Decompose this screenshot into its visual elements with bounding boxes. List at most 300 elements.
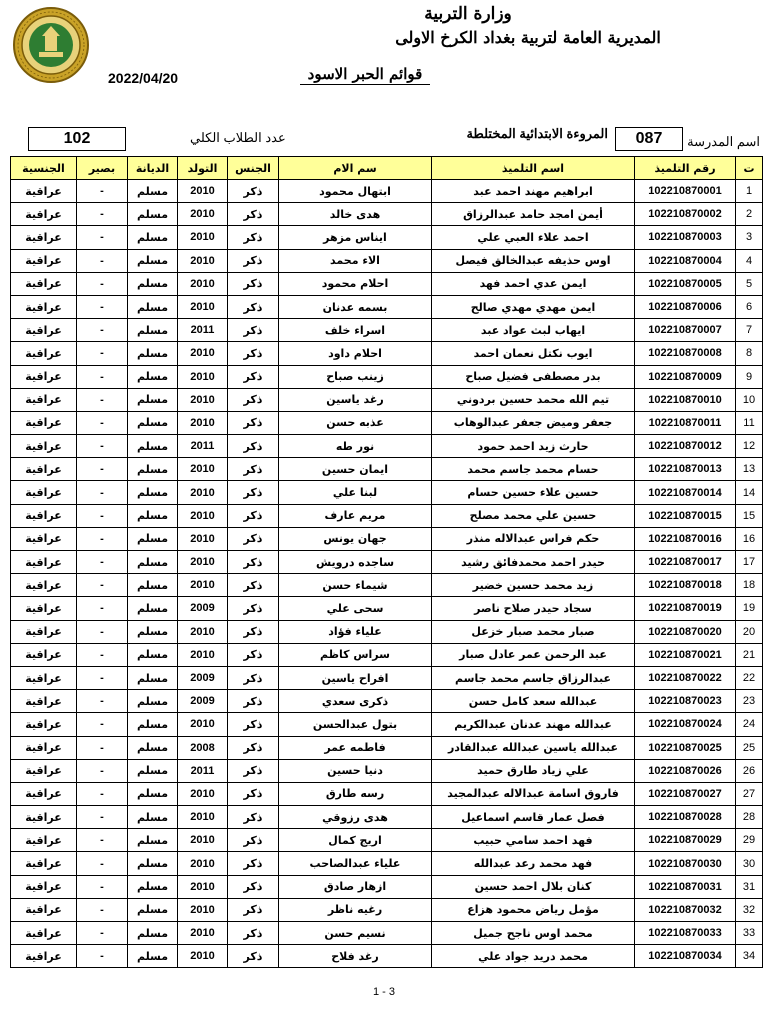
birth-year-cell: 2010: [178, 806, 228, 829]
gender-cell: ذكر: [228, 319, 279, 342]
mother-name-cell: رغد فلاح: [279, 945, 432, 968]
nationality-cell: عراقية: [11, 226, 77, 249]
nationality-cell: عراقية: [11, 388, 77, 411]
table-row: [11, 922, 763, 945]
nationality-cell: عراقية: [11, 527, 77, 550]
table-row: [11, 180, 763, 203]
ministry-seal-icon: [12, 6, 90, 84]
sighted-cell: -: [77, 504, 128, 527]
row-number-cell: 24: [736, 713, 763, 736]
sighted-cell: -: [77, 690, 128, 713]
row-number-cell: 8: [736, 342, 763, 365]
student-id-cell: 102210870014: [635, 481, 736, 504]
row-number-cell: 17: [736, 551, 763, 574]
column-header-sighted: بصير: [77, 157, 128, 180]
row-number-cell: 15: [736, 504, 763, 527]
table-row: [11, 945, 763, 968]
sighted-cell: -: [77, 295, 128, 318]
table-row: [11, 527, 763, 550]
sighted-cell: -: [77, 342, 128, 365]
student-name-cell: عبدالله سعد كامل حسن: [432, 690, 635, 713]
gender-cell: ذكر: [228, 806, 279, 829]
birth-year-cell: 2010: [178, 620, 228, 643]
student-name-cell: اوس حذيفه عبدالخالق فيصل: [432, 249, 635, 272]
student-name-cell: ابراهيم مهند احمد عبد: [432, 180, 635, 203]
nationality-cell: عراقية: [11, 365, 77, 388]
birth-year-cell: 2010: [178, 203, 228, 226]
gender-cell: ذكر: [228, 481, 279, 504]
mother-name-cell: بتول عبدالحسن: [279, 713, 432, 736]
gender-cell: ذكر: [228, 782, 279, 805]
student-name-cell: ايوب نكتل نعمان احمد: [432, 342, 635, 365]
student-id-cell: 102210870015: [635, 504, 736, 527]
birth-year-cell: 2010: [178, 295, 228, 318]
sighted-cell: -: [77, 527, 128, 550]
row-number-cell: 16: [736, 527, 763, 550]
mother-name-cell: جهان يونس: [279, 527, 432, 550]
birth-year-cell: 2009: [178, 666, 228, 689]
birth-year-cell: 2010: [178, 922, 228, 945]
gender-cell: ذكر: [228, 922, 279, 945]
sighted-cell: -: [77, 388, 128, 411]
sighted-cell: -: [77, 643, 128, 666]
column-header-student-id: رقم التلميذ: [635, 157, 736, 180]
birth-year-cell: 2009: [178, 597, 228, 620]
gender-cell: ذكر: [228, 736, 279, 759]
table-row: [11, 643, 763, 666]
nationality-cell: عراقية: [11, 574, 77, 597]
row-number-cell: 3: [736, 226, 763, 249]
mother-name-cell: فاطمه عمر: [279, 736, 432, 759]
row-number-cell: 13: [736, 458, 763, 481]
row-number-cell: 9: [736, 365, 763, 388]
total-students-box: 102: [28, 127, 126, 151]
religion-cell: مسلم: [128, 922, 178, 945]
page-number: 1 - 3: [372, 986, 395, 998]
nationality-cell: عراقية: [11, 690, 77, 713]
student-name-cell: حيدر احمد محمدفائق رشيد: [432, 551, 635, 574]
list-title: قوائم الحبر الاسود: [300, 64, 430, 85]
student-name-cell: ايمن عدي احمد فهد: [432, 272, 635, 295]
student-name-cell: فصل عمار قاسم اسماعيل: [432, 806, 635, 829]
nationality-cell: عراقية: [11, 852, 77, 875]
table-row: [11, 272, 763, 295]
mother-name-cell: احلام محمود: [279, 272, 432, 295]
sighted-cell: -: [77, 411, 128, 434]
table-row: [11, 666, 763, 689]
student-name-cell: عبدالرزاق جاسم محمد جاسم: [432, 666, 635, 689]
birth-year-cell: 2010: [178, 898, 228, 921]
sighted-cell: -: [77, 875, 128, 898]
birth-year-cell: 2010: [178, 458, 228, 481]
religion-cell: مسلم: [128, 782, 178, 805]
student-name-cell: احمد علاء العبي علي: [432, 226, 635, 249]
birth-year-cell: 2010: [178, 852, 228, 875]
mother-name-cell: رغد ياسين: [279, 388, 432, 411]
birth-year-cell: 2010: [178, 829, 228, 852]
birth-year-cell: 2009: [178, 690, 228, 713]
birth-year-cell: 2010: [178, 365, 228, 388]
gender-cell: ذكر: [228, 249, 279, 272]
student-id-cell: 102210870005: [635, 272, 736, 295]
nationality-cell: عراقية: [11, 620, 77, 643]
row-number-cell: 18: [736, 574, 763, 597]
nationality-cell: عراقية: [11, 759, 77, 782]
nationality-cell: عراقية: [11, 666, 77, 689]
gender-cell: ذكر: [228, 180, 279, 203]
mother-name-cell: علياء فؤاد: [279, 620, 432, 643]
gender-cell: ذكر: [228, 458, 279, 481]
student-name-cell: تيم الله محمد حسين بردوني: [432, 388, 635, 411]
table-row: [11, 504, 763, 527]
sighted-cell: -: [77, 620, 128, 643]
gender-cell: ذكر: [228, 226, 279, 249]
table-row: [11, 411, 763, 434]
mother-name-cell: مريم عارف: [279, 504, 432, 527]
birth-year-cell: 2010: [178, 249, 228, 272]
mother-name-cell: احلام داود: [279, 342, 432, 365]
birth-year-cell: 2010: [178, 551, 228, 574]
table-header-row: [11, 157, 763, 180]
student-id-cell: 102210870018: [635, 574, 736, 597]
nationality-cell: عراقية: [11, 713, 77, 736]
row-number-cell: 30: [736, 852, 763, 875]
student-name-cell: أيمن امجد حامد عبدالرزاق: [432, 203, 635, 226]
birth-year-cell: 2011: [178, 435, 228, 458]
table-row: [11, 551, 763, 574]
row-number-cell: 20: [736, 620, 763, 643]
nationality-cell: عراقية: [11, 272, 77, 295]
student-name-cell: علي زياد طارق حميد: [432, 759, 635, 782]
mother-name-cell: ذكرى سعدي: [279, 690, 432, 713]
sighted-cell: -: [77, 481, 128, 504]
sighted-cell: -: [77, 736, 128, 759]
table-row: [11, 249, 763, 272]
mother-name-cell: سحى علي: [279, 597, 432, 620]
gender-cell: ذكر: [228, 852, 279, 875]
mother-name-cell: عذبه حسن: [279, 411, 432, 434]
column-header-gender: الجنس: [228, 157, 279, 180]
gender-cell: ذكر: [228, 342, 279, 365]
table-row: [11, 365, 763, 388]
student-name-cell: ايمن مهدي مهدي صالح: [432, 295, 635, 318]
religion-cell: مسلم: [128, 643, 178, 666]
student-name-cell: زيد محمد حسين خضير: [432, 574, 635, 597]
religion-cell: مسلم: [128, 342, 178, 365]
mother-name-cell: نسيم حسن: [279, 922, 432, 945]
sighted-cell: -: [77, 922, 128, 945]
student-name-cell: صبار محمد صبار خزعل: [432, 620, 635, 643]
mother-name-cell: اسراء خلف: [279, 319, 432, 342]
student-name-cell: فاروق اسامة عبدالاله عبدالمجيد: [432, 782, 635, 805]
mother-name-cell: دنيا حسين: [279, 759, 432, 782]
column-header-mother-name: سم الام: [279, 157, 432, 180]
birth-year-cell: 2010: [178, 574, 228, 597]
student-roster-table: [10, 156, 763, 968]
directorate-title: المديرية العامة لتربية بغداد الكرخ الاولى: [395, 28, 661, 47]
birth-year-cell: 2010: [178, 643, 228, 666]
student-id-cell: 102210870007: [635, 319, 736, 342]
mother-name-cell: هدى خالد: [279, 203, 432, 226]
religion-cell: مسلم: [128, 736, 178, 759]
student-name-cell: كنان بلال احمد حسين: [432, 875, 635, 898]
row-number-cell: 11: [736, 411, 763, 434]
table-row: [11, 574, 763, 597]
gender-cell: ذكر: [228, 411, 279, 434]
sighted-cell: -: [77, 458, 128, 481]
row-number-cell: 23: [736, 690, 763, 713]
table-row: [11, 342, 763, 365]
student-name-cell: محمد اوس ناجح جميل: [432, 922, 635, 945]
student-id-cell: 102210870023: [635, 690, 736, 713]
table-row: [11, 782, 763, 805]
table-row: [11, 852, 763, 875]
school-name: المروءة الابتدائية المختلطة: [466, 126, 608, 141]
table-row: [11, 690, 763, 713]
row-number-cell: 1: [736, 180, 763, 203]
religion-cell: مسلم: [128, 551, 178, 574]
religion-cell: مسلم: [128, 435, 178, 458]
religion-cell: مسلم: [128, 666, 178, 689]
sighted-cell: -: [77, 574, 128, 597]
student-name-cell: حكم فراس عبدالاله منذر: [432, 527, 635, 550]
student-id-cell: 102210870013: [635, 458, 736, 481]
nationality-cell: عراقية: [11, 898, 77, 921]
birth-year-cell: 2010: [178, 527, 228, 550]
nationality-cell: عراقية: [11, 504, 77, 527]
student-id-cell: 102210870009: [635, 365, 736, 388]
religion-cell: مسلم: [128, 829, 178, 852]
gender-cell: ذكر: [228, 527, 279, 550]
student-id-cell: 102210870019: [635, 597, 736, 620]
student-id-cell: 102210870001: [635, 180, 736, 203]
student-id-cell: 102210870021: [635, 643, 736, 666]
gender-cell: ذكر: [228, 643, 279, 666]
gender-cell: ذكر: [228, 829, 279, 852]
row-number-cell: 22: [736, 666, 763, 689]
gender-cell: ذكر: [228, 620, 279, 643]
gender-cell: ذكر: [228, 551, 279, 574]
table-row: [11, 806, 763, 829]
nationality-cell: عراقية: [11, 597, 77, 620]
table-row: [11, 435, 763, 458]
sighted-cell: -: [77, 898, 128, 921]
nationality-cell: عراقية: [11, 875, 77, 898]
religion-cell: مسلم: [128, 504, 178, 527]
mother-name-cell: ازهار صادق: [279, 875, 432, 898]
sighted-cell: -: [77, 272, 128, 295]
row-number-cell: 19: [736, 597, 763, 620]
sighted-cell: -: [77, 806, 128, 829]
nationality-cell: عراقية: [11, 806, 77, 829]
student-id-cell: 102210870003: [635, 226, 736, 249]
nationality-cell: عراقية: [11, 249, 77, 272]
row-number-cell: 21: [736, 643, 763, 666]
table-row: [11, 481, 763, 504]
religion-cell: مسلم: [128, 852, 178, 875]
mother-name-cell: شيماء حسن: [279, 574, 432, 597]
sighted-cell: -: [77, 713, 128, 736]
gender-cell: ذكر: [228, 365, 279, 388]
birth-year-cell: 2010: [178, 272, 228, 295]
row-number-cell: 10: [736, 388, 763, 411]
table-row: [11, 829, 763, 852]
religion-cell: مسلم: [128, 620, 178, 643]
religion-cell: مسلم: [128, 597, 178, 620]
student-id-cell: 102210870034: [635, 945, 736, 968]
mother-name-cell: ابتهال محمود: [279, 180, 432, 203]
religion-cell: مسلم: [128, 249, 178, 272]
sighted-cell: -: [77, 597, 128, 620]
table-row: [11, 295, 763, 318]
religion-cell: مسلم: [128, 365, 178, 388]
sighted-cell: -: [77, 180, 128, 203]
religion-cell: مسلم: [128, 458, 178, 481]
student-id-cell: 102210870004: [635, 249, 736, 272]
nationality-cell: عراقية: [11, 945, 77, 968]
sighted-cell: -: [77, 852, 128, 875]
student-id-cell: 102210870030: [635, 852, 736, 875]
religion-cell: مسلم: [128, 272, 178, 295]
student-id-cell: 102210870024: [635, 713, 736, 736]
birth-year-cell: 2010: [178, 411, 228, 434]
student-id-cell: 102210870026: [635, 759, 736, 782]
nationality-cell: عراقية: [11, 481, 77, 504]
gender-cell: ذكر: [228, 388, 279, 411]
mother-name-cell: ايناس مزهر: [279, 226, 432, 249]
birth-year-cell: 2010: [178, 945, 228, 968]
student-id-cell: 102210870011: [635, 411, 736, 434]
sighted-cell: -: [77, 829, 128, 852]
sighted-cell: -: [77, 203, 128, 226]
religion-cell: مسلم: [128, 574, 178, 597]
religion-cell: مسلم: [128, 759, 178, 782]
student-id-cell: 102210870027: [635, 782, 736, 805]
gender-cell: ذكر: [228, 597, 279, 620]
gender-cell: ذكر: [228, 713, 279, 736]
sighted-cell: -: [77, 945, 128, 968]
ministry-title: وزارة التربية: [424, 4, 512, 24]
row-number-cell: 2: [736, 203, 763, 226]
nationality-cell: عراقية: [11, 342, 77, 365]
sighted-cell: -: [77, 249, 128, 272]
mother-name-cell: اريج كمال: [279, 829, 432, 852]
row-number-cell: 4: [736, 249, 763, 272]
table-row: [11, 736, 763, 759]
row-number-cell: 33: [736, 922, 763, 945]
student-id-cell: 102210870020: [635, 620, 736, 643]
student-name-cell: جعفر وميض جعفر عبدالوهاب: [432, 411, 635, 434]
document-date: 2022/04/20: [108, 70, 179, 86]
row-number-cell: 25: [736, 736, 763, 759]
religion-cell: مسلم: [128, 203, 178, 226]
row-number-cell: 29: [736, 829, 763, 852]
table-row: [11, 875, 763, 898]
religion-cell: مسلم: [128, 527, 178, 550]
gender-cell: ذكر: [228, 203, 279, 226]
student-name-cell: ايهاب لبث عواد عبد: [432, 319, 635, 342]
row-number-cell: 26: [736, 759, 763, 782]
religion-cell: مسلم: [128, 875, 178, 898]
birth-year-cell: 2010: [178, 180, 228, 203]
row-number-cell: 27: [736, 782, 763, 805]
sighted-cell: -: [77, 435, 128, 458]
birth-year-cell: 2011: [178, 759, 228, 782]
student-id-cell: 102210870032: [635, 898, 736, 921]
nationality-cell: عراقية: [11, 782, 77, 805]
mother-name-cell: سراس كاظم: [279, 643, 432, 666]
mother-name-cell: الاء محمد: [279, 249, 432, 272]
sighted-cell: -: [77, 319, 128, 342]
nationality-cell: عراقية: [11, 922, 77, 945]
student-id-cell: 102210870028: [635, 806, 736, 829]
religion-cell: مسلم: [128, 806, 178, 829]
mother-name-cell: بسمه عدنان: [279, 295, 432, 318]
table-row: [11, 458, 763, 481]
row-number-cell: 14: [736, 481, 763, 504]
gender-cell: ذكر: [228, 759, 279, 782]
column-header-birth-year: التولد: [178, 157, 228, 180]
gender-cell: ذكر: [228, 875, 279, 898]
student-id-cell: 102210870029: [635, 829, 736, 852]
mother-name-cell: رسه طارق: [279, 782, 432, 805]
row-number-cell: 6: [736, 295, 763, 318]
sighted-cell: -: [77, 226, 128, 249]
mother-name-cell: لبنا علي: [279, 481, 432, 504]
row-number-cell: 28: [736, 806, 763, 829]
gender-cell: ذكر: [228, 574, 279, 597]
table-row: [11, 319, 763, 342]
school-code-box: 087: [615, 127, 683, 151]
religion-cell: مسلم: [128, 319, 178, 342]
column-header-num: ت: [736, 157, 763, 180]
column-header-nationality: الجنسية: [11, 157, 77, 180]
student-name-cell: عبدالله مهند عدنان عبدالكريم: [432, 713, 635, 736]
religion-cell: مسلم: [128, 295, 178, 318]
student-id-cell: 102210870002: [635, 203, 736, 226]
birth-year-cell: 2010: [178, 481, 228, 504]
school-label: اسم المدرسة: [687, 134, 760, 149]
total-students-label: عدد الطلاب الكلي: [190, 130, 286, 145]
student-id-cell: 102210870033: [635, 922, 736, 945]
student-name-cell: عبدالله ياسين عبدالله عبدالقادر: [432, 736, 635, 759]
row-number-cell: 12: [736, 435, 763, 458]
nationality-cell: عراقية: [11, 180, 77, 203]
table-row: [11, 898, 763, 921]
row-number-cell: 32: [736, 898, 763, 921]
gender-cell: ذكر: [228, 272, 279, 295]
student-id-cell: 102210870006: [635, 295, 736, 318]
student-name-cell: حسام محمد جاسم محمد: [432, 458, 635, 481]
nationality-cell: عراقية: [11, 643, 77, 666]
sighted-cell: -: [77, 666, 128, 689]
table-row: [11, 713, 763, 736]
gender-cell: ذكر: [228, 690, 279, 713]
table-body: [11, 180, 763, 968]
gender-cell: ذكر: [228, 898, 279, 921]
table-row: [11, 203, 763, 226]
mother-name-cell: ساجده درويش: [279, 551, 432, 574]
table-row: [11, 597, 763, 620]
student-name-cell: محمد دريد جواد علي: [432, 945, 635, 968]
religion-cell: مسلم: [128, 690, 178, 713]
row-number-cell: 31: [736, 875, 763, 898]
student-id-cell: 102210870022: [635, 666, 736, 689]
religion-cell: مسلم: [128, 388, 178, 411]
gender-cell: ذكر: [228, 666, 279, 689]
column-header-religion: الديانة: [128, 157, 178, 180]
student-id-cell: 102210870010: [635, 388, 736, 411]
